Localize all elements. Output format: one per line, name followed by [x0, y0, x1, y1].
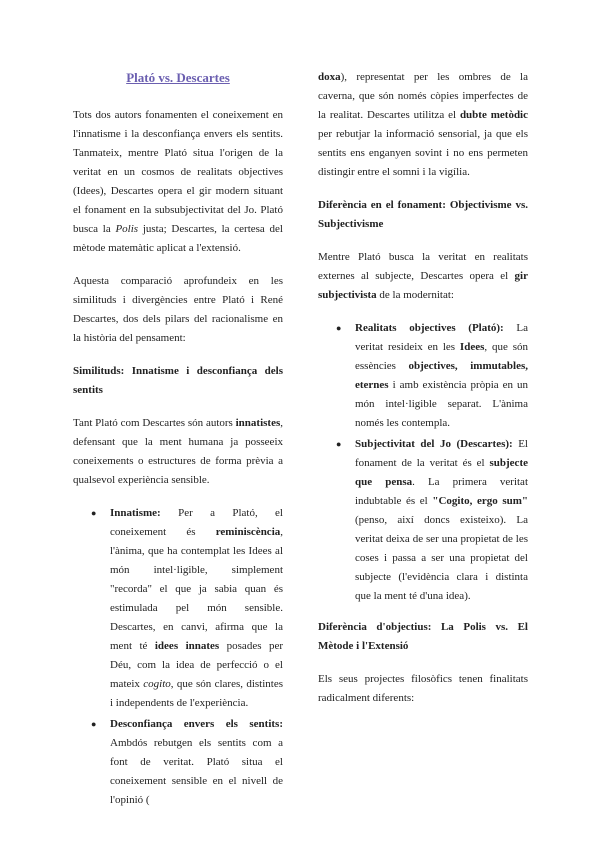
fonament-paragraph: Mentre Plató busca la veritat en realitats externes al subjecte, Descartes opera el gir subjectivista de la modernitat:: [318, 251, 528, 301]
bullet-realitats-objectives: ● Realitats objectives (Plató): La veritat resideix en les Idees, que són essències objectives, immutables, eternes i amb existència pròpia en un món intel·ligible separat. L'ànima només les contempla.: [355, 319, 528, 433]
desconfianca-continuation: doxa), representat per les ombres de la caverna, que són només còpies imperfectes de la realitat. Descartes utilitza el dubte metòdic per rebutjar la informació sensorial, ja que els sentits ens enganyen sovint i no ens permeten distingir entre el somni i la vigília.: [318, 71, 528, 178]
bullet-subjectivitat: ● Subjectivitat del Jo (Descartes): El fonament de la veritat és el subjecte que pensa. La primera veritat indubtable és el "Cogito, ergo sum" (penso, així doncs existeixo). La veritat deixa de ser una propietat de les coses i passa a ser una propietat del subjecte (l'evidència clara i distinta que la ment té d'una idea).: [355, 435, 528, 606]
right-column: [318, 68, 528, 722]
similitudes-paragraph: Tant Plató com Descartes són autors innatistes, defensant que la ment humana ja posseeix coneixements o estructures de forma prèvia a qualsevol experiència sensible.: [73, 417, 283, 486]
fonament-list: [318, 319, 528, 606]
bullet-innatisme: ● Innatisme: Per a Plató, el coneixement és reminiscència, l'ànima, que ha contemplat les Idees al món intel·ligible, simplement "recorda" el que ja sabia quan és estimulada pel món sensible. Descartes, en canvi, afirma que la ment té idees innates posades per Déu, com la idea de perfecció o el mateix cogito, que són clares, distintes i independents de l'experiència.: [110, 504, 283, 713]
heading-similitudes: Similituds: Innatisme i desconfiança dels sentits: [73, 365, 283, 396]
heading-fonament: Diferència en el fonament: Objectivisme vs. Subjectivisme: [318, 199, 528, 230]
heading-objectius: Diferència d'objectius: La Polis vs. El Mètode i l'Extensió: [318, 621, 528, 652]
intro-paragraph-1: Tots dos autors fonamenten el coneixement en l'innatisme i la desconfiança envers els sentits. Tanmateix, mentre Plató situa l'origen de la veritat en un cosmos de realitats objectives (Idees), Descartes opera el gir modern situant el fonament en la subsubjectivitat del Jo. Plató busca la Polis justa; Descartes, la certesa del mètode matemàtic aplicat a l'extensió.: [73, 109, 283, 254]
left-column: [73, 68, 283, 822]
similitudes-list: [73, 504, 283, 810]
objectius-paragraph: Els seus projectes filosòfics tenen finalitats radicalment diferents:: [318, 673, 528, 704]
intro-paragraph-2: Aquesta comparació aprofundeix en les similituds i divergències entre Plató i René Descartes, dos dels pilars del racionalisme en la història del pensament:: [73, 275, 283, 344]
bullet-desconfianca: ● Desconfiança envers els sentits: Ambdós rebutgen els sentits com a font de veritat. Plató situa el coneixement sensible en el nivell de l'opinió (: [110, 715, 283, 810]
page-title: Plató vs. Descartes: [126, 70, 230, 85]
